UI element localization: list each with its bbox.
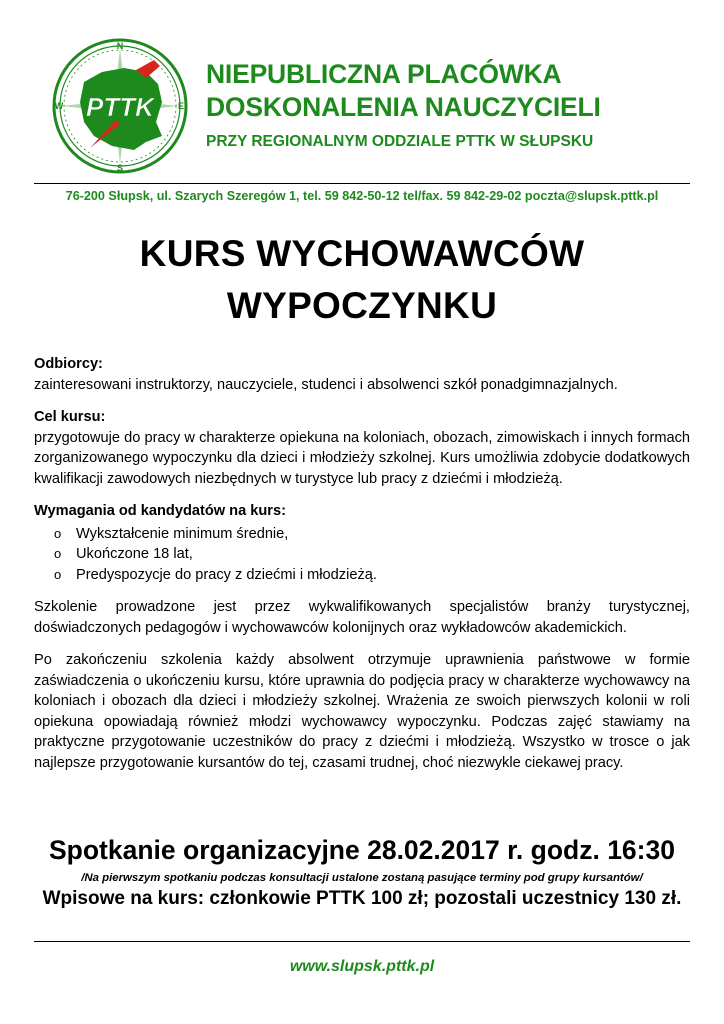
- meeting-announcement: Spotkanie organizacyjne 28.02.2017 r. godz. 16:30: [49, 835, 675, 865]
- bullet-circle-icon: o: [54, 525, 62, 541]
- list-item: [34, 565, 690, 586]
- section-szkolenie: [34, 597, 690, 638]
- cel-heading: Cel kursu:: [34, 409, 106, 425]
- section-cel: [34, 407, 690, 489]
- list-item: [34, 544, 690, 565]
- meeting-note: /Na pierwszym spotkaniu podczas konsultacji ustalone zostaną pasujące terminy pod grupy kursantów/: [81, 872, 643, 884]
- footer-divider: [34, 941, 690, 942]
- pttk-compass-logo: [50, 36, 190, 176]
- section-po-zakonczeniu: [34, 650, 690, 773]
- title-line-1: KURS WYCHOWAWCÓW: [139, 233, 585, 274]
- list-item: [34, 524, 690, 545]
- org-line-1: NIEPUBLICZNA PLACÓWKA: [206, 59, 562, 89]
- document-title: [34, 228, 690, 332]
- requirement-text: Ukończone 18 lat,: [76, 546, 193, 562]
- odbiorcy-heading: Odbiorcy:: [34, 356, 103, 372]
- odbiorcy-text: zainteresowani instruktorzy, nauczyciele, studenci i absolwenci szkół ponadgimnazjalnych.: [34, 376, 618, 393]
- section-wymagania: [34, 501, 690, 585]
- requirement-text: Predyspozycje do pracy z dziećmi i młodzieżą.: [76, 566, 377, 583]
- compass-n: N: [116, 41, 124, 51]
- organization-name: [206, 58, 601, 153]
- compass-w: W: [54, 101, 64, 111]
- content-body: [34, 354, 690, 785]
- website-link[interactable]: www.slupsk.pttk.pl: [289, 958, 435, 975]
- szkolenie-text: Szkolenie prowadzone jest przez wykwalifikowanych specjalistów branży turystycznej, doświadczonych pedagogów i wychowawców kolonijnych oraz wykładowców akademickich.: [34, 599, 690, 636]
- compass-s: S: [116, 163, 124, 173]
- requirements-list: [34, 524, 690, 586]
- header-divider: [34, 183, 690, 184]
- course-fee: Wpisowe na kurs: członkowie PTTK 100 zł; pozostali uczestnicy 130 zł.: [42, 888, 682, 909]
- compass-e: E: [177, 101, 185, 111]
- po-zakonczeniu-text: Po zakończeniu szkolenia każdy absolwent otrzymuje uprawnienia państwowe w formie zaświadczenia o ukończeniu kursu, które uprawnia do podjęcia pracy w charakterze wychowawcy na koloniach i obozach dla dzieci i młodzieży szkolnej. Wrażenia ze swoich pierwszych kolonii w roli opiekuna opowiadają również młodzi wychowawcy wypoczynku. Podczas zajęć stawiamy na praktyczne przygotowanie uczestników do pracy z dziećmi i młodzieżą. Wszystko w trosce o jak najlepsze przygotowanie kursantów do tej, czasami trudnej, choć niezwykle ciekawej pracy.: [34, 652, 690, 771]
- cel-text: przygotowuje do pracy w charakterze opiekuna na koloniach, obozach, zimowiskach i innych formach zorganizowanego wypoczynku dla dzieci i młodzieży szkolnej. Kurs umożliwia zdobycie dodatkowych kwalifikacji zawodowych niezbędnych w turystyce lub pracy z dziećmi i młodzieżą.: [34, 429, 690, 487]
- address-line: 76-200 Słupsk, ul. Szarych Szeregów 1, tel. 59 842-50-12 tel/fax. 59 842-29-02 poczta@slupsk.pttk.pl: [65, 189, 659, 203]
- section-odbiorcy: [34, 354, 690, 395]
- logo-text: PTTK: [86, 92, 154, 122]
- title-line-2: WYPOCZYNKU: [226, 285, 498, 326]
- org-line-2: DOSKONALENIA NAUCZYCIELI: [206, 92, 601, 122]
- bullet-circle-icon: o: [54, 566, 62, 582]
- wymagania-heading: Wymagania od kandydatów na kurs:: [34, 503, 286, 519]
- org-line-3: PRZY REGIONALNYM ODDZIALE PTTK W SŁUPSKU: [206, 133, 594, 150]
- requirement-text: Wykształcenie minimum średnie,: [76, 525, 289, 542]
- bullet-circle-icon: o: [54, 546, 62, 561]
